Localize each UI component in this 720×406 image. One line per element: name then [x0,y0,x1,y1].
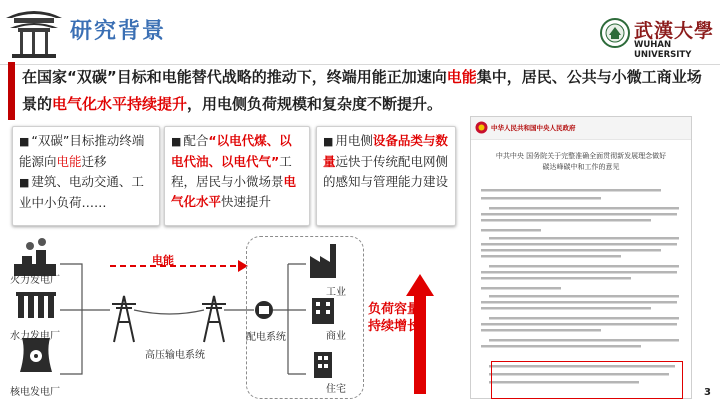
nuclear-plant-icon [20,338,52,372]
consumer-label-industry: 工业 [326,287,346,298]
document-header-text: 中华人民共和国中央人民政府 [491,124,576,132]
document-highlight-box [491,361,683,399]
box2-text-b: 工程，居民与小微场景 [171,154,292,189]
plant-label-nuclear: 核电发电厂 [10,387,60,398]
box2-highlight-1: “以电代煤、以电代油、以电代气” [171,133,292,169]
document-title-line1: 中共中央 国务院关于完整准确全面贯彻新发展理念做好 [495,152,667,160]
pavilion-icon [4,4,64,62]
national-emblem-icon [475,121,488,134]
box2-text-c: 快速提升 [221,194,272,209]
box3-text-a: 用电侧 [335,133,373,148]
consumer-label-commerce: 商业 [326,331,346,342]
consumer-label-residence: 住宅 [326,384,346,395]
load-growth-line1: 负荷容量 [368,302,421,317]
box2-text-a: 配合 [183,133,209,148]
box3-highlight: 设备品类与数量 [323,133,448,169]
policy-document-image [470,116,692,399]
info-box-device-growth: ■ 用电侧设备品类与数量远快于传统配电网侧的感知与管理能力建设 [316,126,456,226]
info-box-electrification: ■ 配合“以电代煤、以电代油、以电代气”工程，居民与小微场景电气化水平快速提升 [164,126,310,226]
box2-highlight-2: 电气化水平 [171,174,297,209]
plant-label-thermal: 火力发电厂 [10,275,60,286]
page-number: 3 [704,387,711,398]
distribution-label: 配电系统 [246,332,286,343]
intro-text-1: 在国家“双碳”目标和电能替代战略的推动下，终端用能正加速向 [22,68,447,86]
box1-line1-b: 迁移 [81,154,107,169]
slide-title: 研究背景 [70,19,167,44]
box1-line1-highlight: 电能 [56,154,82,169]
plant-label-hydro: 水力发电厂 [10,331,60,342]
university-emblem-icon [600,18,630,48]
box1-line1-a: “双碳”目标推动终端能源向 [19,133,145,169]
accent-bar [8,62,15,120]
load-growth-line2: 持续增长 [368,319,421,334]
load-growth-label [368,301,420,335]
intro-text-2: 集中，居民、公共与小微工商业场景的 [22,68,702,113]
intro-highlight-2: 电气化水平持续提升 [52,95,188,113]
power-flow-label: 电能 [152,254,174,267]
transmission-tower-icon [112,296,226,342]
consumer-dashed-frame [246,236,364,399]
university-logo-text: 武漢大學 [634,20,715,42]
document-title [481,151,681,173]
box3-text-b: 远快于传统配电网侧的感知与管理能力建设 [323,154,449,189]
box1-line2: 建筑、电动交通、工业中小负荷…… [19,174,144,210]
document-title-line2: 碳达峰碳中和工作的意见 [542,163,620,171]
university-logo-english: WUHAN UNIVERSITY [634,40,692,60]
intro-statement [22,64,712,118]
intro-highlight-1: 电能 [446,68,477,86]
transmission-label: 高压输电系统 [145,350,205,361]
info-box-dual-carbon: ■ “双碳”目标推动终端能源向电能迁移 ■ 建筑、电动交通、工业中小负荷…… [12,126,160,226]
intro-text-3: ，用电侧负荷规模和复杂度不断提升。 [187,95,443,113]
hydro-plant-icon [16,292,56,318]
